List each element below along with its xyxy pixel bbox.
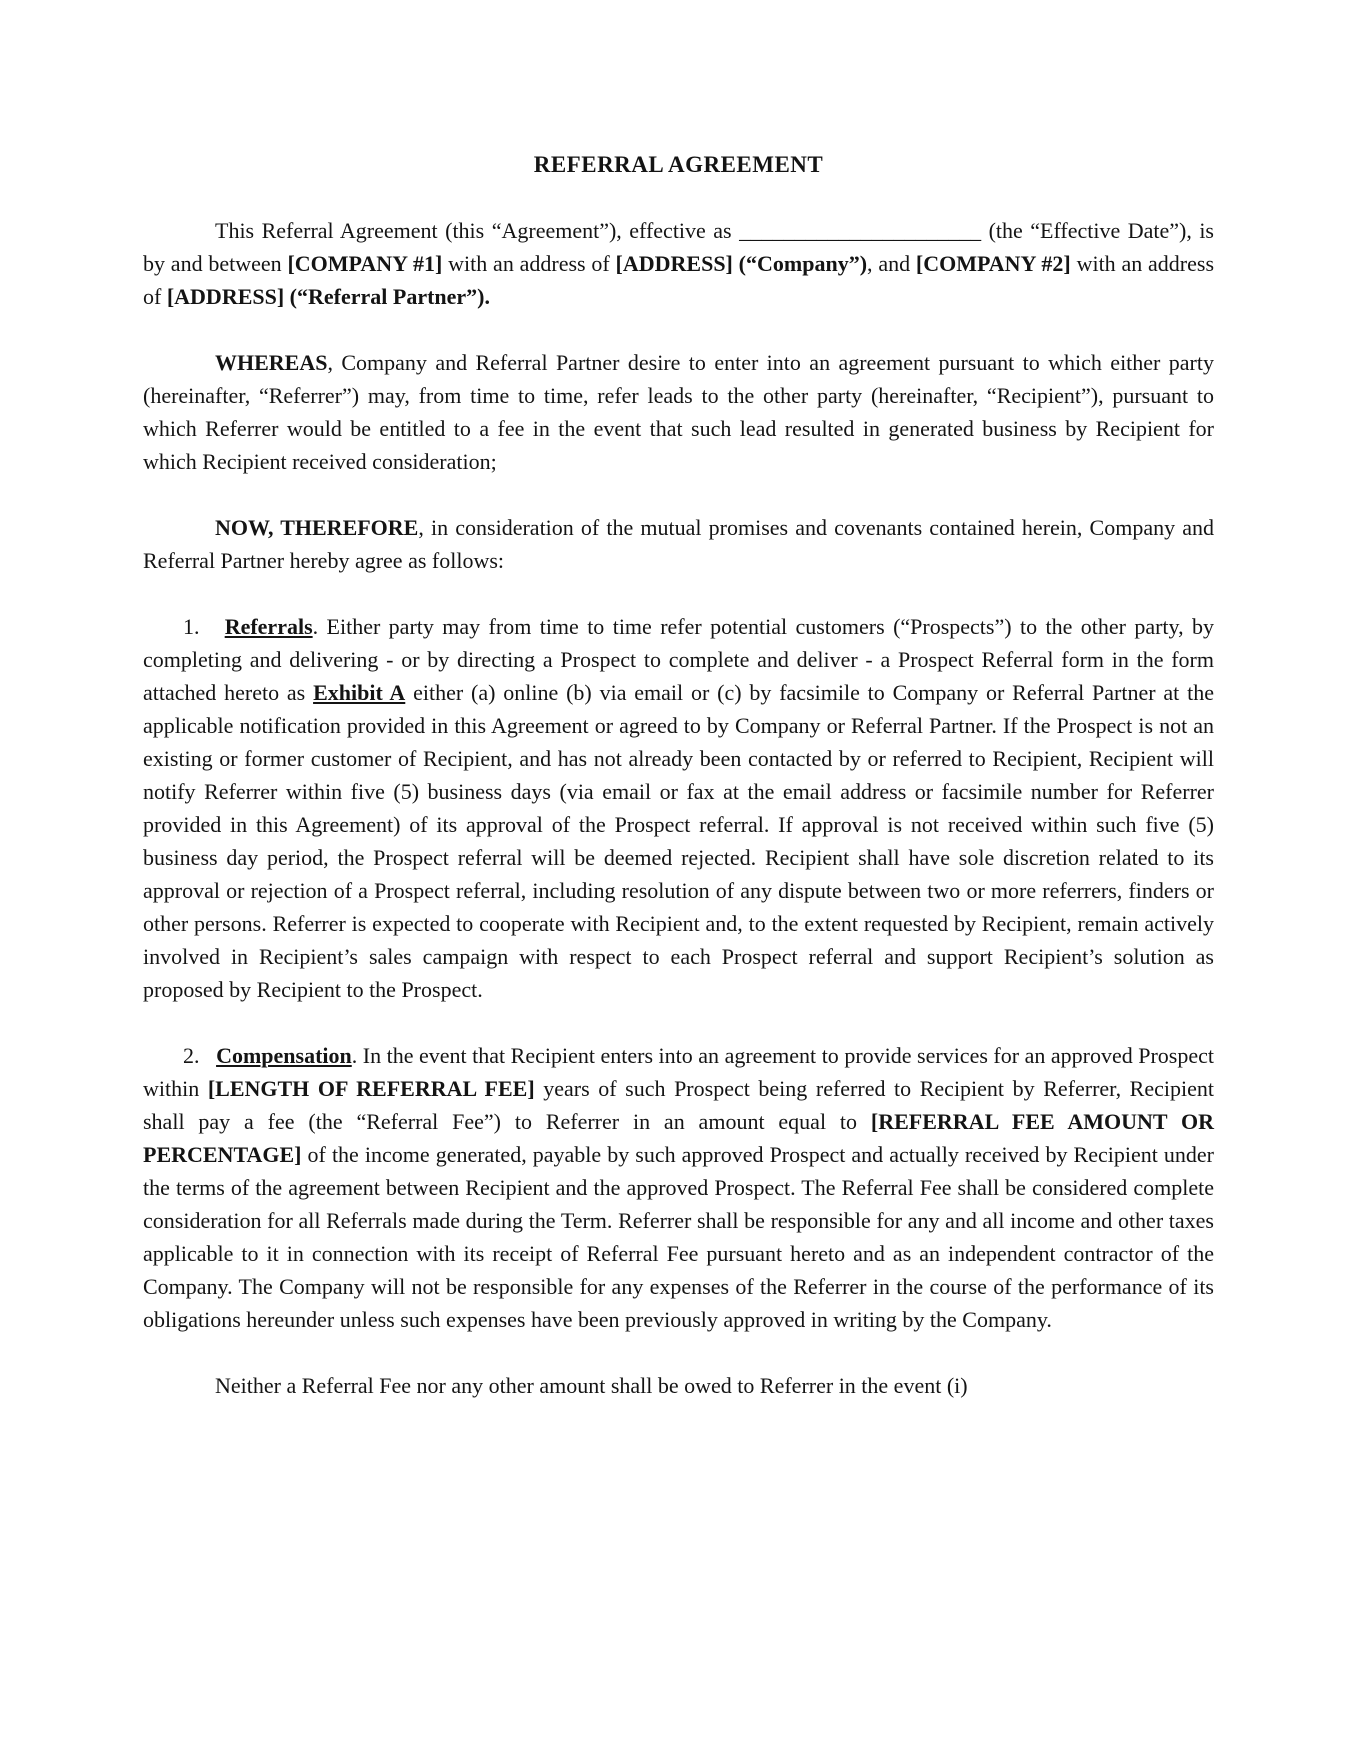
- now-therefore-paragraph: NOW, THEREFORE, in consideration of the mutual promises and covenants contained herein, Company and Referral Partner hereby agree as follows:: [143, 515, 1214, 573]
- section-2-compensation: 2. Compensation. In the event that Recipient enters into an agreement to provide services for an approved Prospect within [LENGTH OF REFERRAL FEE] years of such Prospect being referred to Recipient by Referrer, Recipient shall pay a fee (the “Referral Fee”) to Referrer in an amount equal to [REFERRAL FEE AMOUNT OR PERCENTAGE] of the income generated, payable by such approved Prospect and actually received by Recipient under the terms of the agreement between Recipient and the approved Prospect. The Referral Fee shall be considered complete consideration for all Referrals made during the Term. Referrer shall be responsible for any and all income and other taxes applicable to it in connection with its receipt of Referral Fee pursuant hereto and as an independent contractor of the Company. The Company will not be responsible for any expenses of the Referrer in the course of the performance of its obligations hereunder unless such expenses have been previously approved in writing by the Company.: [143, 1043, 1215, 1332]
- closing-paragraph-partial: Neither a Referral Fee nor any other amount shall be owed to Referrer in the event (i): [215, 1373, 968, 1398]
- whereas-paragraph: WHEREAS, Company and Referral Partner desire to enter into an agreement pursuant to which either party (hereinafter, “Referrer”) may, from time to time, refer leads to the other party (hereinafter, “Recipient”), pursuant to which Referrer would be entitled to a fee in the event that such lead resulted in generated business by Recipient for which Recipient received consideration;: [143, 350, 1214, 474]
- intro-paragraph: This Referral Agreement (this “Agreement”), effective as ______________________ (the “Effective Date”), is by and between [COMPANY #1] with an address of [ADDRESS] (“Company”), and [COMPANY #2] with an address of [ADDRESS] (“Referral Partner”).: [143, 218, 1215, 309]
- document-title: REFERRAL AGREEMENT: [533, 152, 824, 177]
- section-1-referrals: 1. Referrals. Either party may from time to time refer potential customers (“Prospects”) to the other party, by completing and delivering - or by directing a Prospect to complete and deliver - a Prospect Referral form in the form attached hereto as Exhibit A either (a) online (b) via email or (c) by facsimile to Company or Referral Partner at the applicable notification provided in this Agreement or agreed to by Company or Referral Partner. If the Prospect is not an existing or former customer of Recipient, and has not already been contacted by or referred to Recipient, Recipient will notify Referrer within five (5) business days (via email or fax at the email address or facsimile number for Referrer provided in this Agreement) of its approval of the Prospect referral. If approval is not received within such five (5) business day period, the Prospect referral will be deemed rejected. Recipient shall have sole discretion related to its approval or rejection of a Prospect referral, including resolution of any dispute between two or more referrers, finders or other persons. Referrer is expected to cooperate with Recipient and, to the extent requested by Recipient, remain actively involved in Recipient’s sales campaign with respect to each Prospect referral and support Recipient’s solution as proposed by Recipient to the Prospect.: [143, 614, 1215, 1002]
